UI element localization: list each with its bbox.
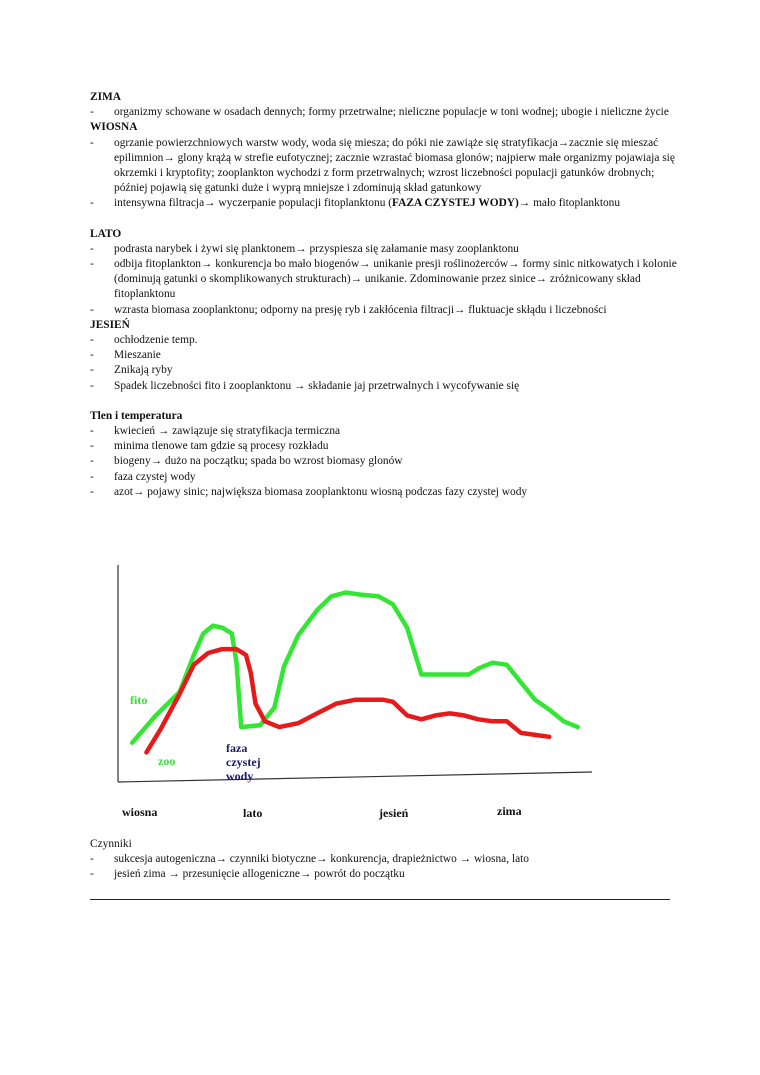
- item-text: FAZA CZYSTEJ WODY)→: [392, 197, 531, 210]
- notes-body: [90, 90, 680, 500]
- list-item: [90, 333, 680, 348]
- item-text: organizmy schowane w osadach dennych; formy przetrwalne; nieliczne populacje w toni wodnej; ubogie i nieliczne życie: [114, 106, 669, 119]
- item-text: ogrzanie powierzchniowych warstw wody, woda się miesza; do póki nie zawiąże się stratyfikacja→zacznie się mieszać epilimnion→ glony krążą w strefie eufotycznej; zacznie wzrastać biomasa glonów; najpierw małe organizmy pojawiaja się okrzemki i kryptofity; zooplankton wychodzi z form przetrwalnych; wzrost liczebności populacji gatunków drobnych; później pojawią się gatunki duże i wyprą mniejsze i zdominują skład gatunkowy: [114, 136, 675, 195]
- list-item: [90, 470, 680, 485]
- section-heading: WIOSNA: [90, 121, 138, 134]
- bullet-dash: -: [90, 258, 94, 271]
- list-item: [90, 867, 680, 882]
- item-text: Znikają ryby: [114, 364, 173, 377]
- list-item: [90, 136, 680, 197]
- factors-section: [90, 837, 680, 883]
- item-text: podrasta narybek i żywi się planktonem→ przyspiesza się załamanie masy zooplanktonu: [114, 242, 519, 255]
- annotation-fito: fito: [130, 693, 148, 707]
- bullet-dash: -: [90, 136, 94, 149]
- bullet-dash: -: [90, 440, 94, 453]
- bullet-dash: -: [90, 197, 94, 210]
- item-text: odbija fitoplankton→ konkurencja bo mało biogenów→ unikanie presji roślinożerców→ formy sinic nitkowatych i kolonie (dominują gatunki o skomplikowanych strukturach)→ unikanie. Zdominowanie przez sinice→ zróżnicowany skład fitoplanktonu: [114, 258, 677, 301]
- section-list: [90, 105, 680, 120]
- item-text: jesień zima → przesunięcie allogeniczne→ powrót do początku: [114, 868, 405, 881]
- item-text: intensywna filtracja→ wyczerpanie populacji fitoplanktonu (: [114, 197, 393, 210]
- section-list: [90, 333, 680, 394]
- annotation-line: faza: [226, 741, 248, 755]
- bullet-dash: -: [90, 485, 94, 498]
- list-item: [90, 196, 680, 211]
- item-text: mało fitoplanktonu: [530, 197, 621, 210]
- x-tick-label: jesień: [379, 806, 409, 820]
- annotation-line: czystej: [226, 755, 261, 769]
- list-item: [90, 424, 680, 439]
- item-text: azot→ pojawy sinic; największa biomasa zooplanktonu wiosną podczas fazy czystej wody: [114, 485, 528, 498]
- section-heading: LATO: [90, 227, 122, 240]
- annotation-zoo: zoo: [158, 754, 176, 768]
- section-list: [90, 136, 680, 212]
- list-item: [90, 439, 680, 454]
- list-item: [90, 348, 680, 363]
- section-heading: Tlen i temperatura: [90, 409, 183, 422]
- bullet-dash: -: [90, 379, 94, 392]
- list-item: [90, 363, 680, 378]
- item-text: faza czystej wody: [114, 470, 196, 483]
- plankton-seasonal-chart: [100, 560, 610, 830]
- bullet-dash: -: [90, 853, 94, 866]
- bullet-dash: -: [90, 470, 94, 483]
- factors-list: [90, 852, 680, 882]
- section-heading: JESIEŃ: [90, 318, 130, 331]
- bullet-dash: -: [90, 242, 94, 255]
- section-heading: ZIMA: [90, 91, 122, 103]
- section-gap: [90, 394, 680, 409]
- bullet-dash: -: [90, 349, 94, 362]
- list-item: [90, 303, 680, 318]
- x-tick-label: wiosna: [122, 805, 158, 819]
- factors-title: Czynniki: [90, 838, 132, 850]
- annotation-line: wody: [226, 769, 254, 783]
- annotation-faza-czystej-wody: [226, 741, 261, 783]
- section-gap: [90, 212, 680, 227]
- chart-series: [132, 593, 578, 753]
- item-text: biogeny→ dużo na początku; spada bo wzrost biomasy glonów: [114, 455, 403, 468]
- series-line-fito: [132, 593, 578, 743]
- bullet-dash: -: [90, 334, 94, 347]
- horizontal-rule: [90, 899, 670, 900]
- bullet-dash: -: [90, 364, 94, 377]
- item-text: wzrasta biomasa zooplanktonu; odporny na presję ryb i zakłócenia filtracji→ fluktuacje skłądu i liczebności: [114, 303, 607, 316]
- list-item: [90, 485, 680, 500]
- list-item: [90, 105, 680, 120]
- bullet-dash: -: [90, 303, 94, 316]
- list-item: [90, 242, 680, 257]
- list-item: [90, 379, 680, 394]
- item-text: minima tlenowe tam gdzie są procesy rozkładu: [114, 440, 329, 453]
- item-text: ochłodzenie temp.: [114, 334, 198, 347]
- item-text: sukcesja autogeniczna→ czynniki biotyczne→ konkurencja, drapieżnictwo → wiosna, lato: [114, 853, 529, 866]
- bullet-dash: -: [90, 868, 94, 881]
- item-text: kwiecień → zawiązuje się stratyfikacja termiczna: [114, 425, 341, 438]
- bullet-dash: -: [90, 455, 94, 468]
- x-tick-label: zima: [497, 804, 522, 818]
- bullet-dash: -: [90, 425, 94, 438]
- bullet-dash: -: [90, 106, 94, 119]
- section-list: [90, 424, 680, 500]
- list-item: [90, 257, 680, 303]
- list-item: [90, 852, 680, 867]
- item-text: Mieszanie: [114, 349, 161, 362]
- list-item: [90, 454, 680, 469]
- x-axis: [118, 772, 592, 782]
- section-list: [90, 242, 680, 318]
- x-tick-label: lato: [243, 806, 263, 820]
- item-text: Spadek liczebności fito i zooplanktonu → składanie jaj przetrwalnych i wycofywanie się: [114, 379, 520, 392]
